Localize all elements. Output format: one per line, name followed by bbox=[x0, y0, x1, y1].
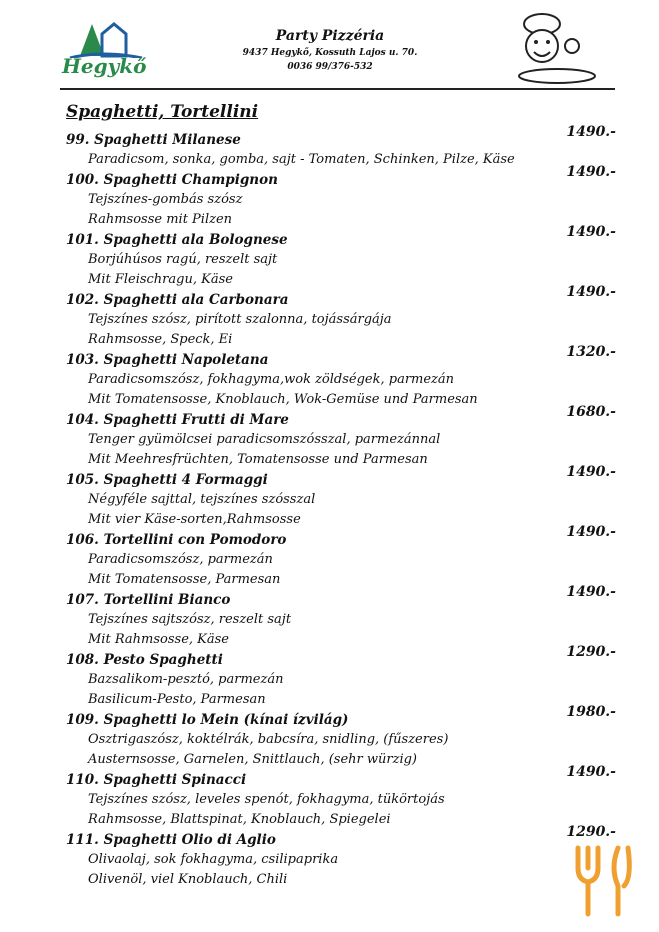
menu-item bbox=[66, 404, 626, 470]
menu-item-price: 1290.- bbox=[566, 644, 616, 660]
menu-item-description: Mit Tomatensosse, Parmesan bbox=[88, 572, 281, 587]
menu-item-price: 1290.- bbox=[566, 824, 616, 840]
menu-item-price: 1490.- bbox=[566, 524, 616, 540]
menu-item-title: 107. Tortellini Bianco bbox=[66, 592, 231, 608]
menu-item-description: Olivaolaj, sok fokhagyma, csilipaprika bbox=[88, 852, 339, 867]
menu-item-price: 1490.- bbox=[566, 464, 616, 480]
menu-item-title: 105. Spaghetti 4 Formaggi bbox=[66, 472, 268, 488]
hegyko-logo bbox=[62, 18, 152, 84]
fork-knife-icon bbox=[570, 838, 640, 920]
menu-item-description: Tejszínes szósz, leveles spenót, fokhagyma, tükörtojás bbox=[88, 792, 445, 807]
header-divider bbox=[60, 88, 615, 90]
menu-item-description: Rahmsosse mit Pilzen bbox=[88, 212, 233, 227]
menu-item-description: Mit Rahmsosse, Käse bbox=[88, 632, 229, 647]
menu-item-description: Négyféle sajttal, tejszínes szósszal bbox=[88, 492, 316, 507]
menu-item-description: Mit vier Käse-sorten,Rahmsosse bbox=[88, 512, 301, 527]
menu-item-description: Mit Tomatensosse, Knoblauch, Wok-Gemüse und Parmesan bbox=[88, 392, 478, 407]
menu-item-price: 1320.- bbox=[566, 344, 616, 360]
chef-icon bbox=[512, 10, 602, 85]
menu-item-title: 99. Spaghetti Milanese bbox=[66, 132, 241, 148]
menu-item bbox=[66, 524, 626, 590]
menu-item-title: 111. Spaghetti Olio di Aglio bbox=[66, 832, 276, 848]
menu-item bbox=[66, 764, 626, 830]
menu-item-description: Rahmsosse, Speck, Ei bbox=[88, 332, 233, 347]
menu-item-title: 108. Pesto Spaghetti bbox=[66, 652, 223, 668]
menu-item-title: 102. Spaghetti ala Carbonara bbox=[66, 292, 289, 308]
menu-item bbox=[66, 824, 626, 890]
menu-item-description: Mit Meehresfrüchten, Tomatensosse und Parmesan bbox=[88, 452, 428, 467]
menu-item-price: 1980.- bbox=[566, 704, 616, 720]
menu-item-title: 100. Spaghetti Champignon bbox=[66, 172, 278, 188]
menu-item-price: 1490.- bbox=[566, 284, 616, 300]
shop-info bbox=[230, 28, 430, 72]
menu-item-description: Osztrigaszósz, koktélrák, babcsíra, snidling, (fűszeres) bbox=[88, 732, 449, 747]
menu-item-description: Rahmsosse, Blattspinat, Knoblauch, Spiegelei bbox=[88, 812, 391, 827]
menu-list bbox=[66, 124, 626, 890]
menu-item-price: 1490.- bbox=[566, 584, 616, 600]
shop-name: Party Pizzéria bbox=[275, 28, 385, 44]
menu-item-title: 104. Spaghetti Frutti di Mare bbox=[66, 412, 289, 428]
menu-item-price: 1490.- bbox=[566, 764, 616, 780]
menu-item-description: Paradicsomszósz, parmezán bbox=[88, 552, 273, 567]
menu-item-title: 109. Spaghetti lo Mein (kínai ízvilág) bbox=[66, 712, 349, 728]
menu-item-price: 1490.- bbox=[566, 124, 616, 140]
menu-item-description: Bazsalikom-pesztó, parmezán bbox=[88, 672, 284, 687]
menu-item-description: Paradicsomszósz, fokhagyma,wok zöldségek, parmezán bbox=[88, 372, 455, 387]
menu-item bbox=[66, 644, 626, 710]
menu-item-price: 1490.- bbox=[566, 224, 616, 240]
menu-item bbox=[66, 704, 626, 770]
menu-item-title: 106. Tortellini con Pomodoro bbox=[66, 532, 287, 548]
menu-item-price: 1490.- bbox=[566, 164, 616, 180]
section-title: Spaghetti, Tortellini bbox=[66, 102, 259, 122]
village-icon bbox=[62, 18, 152, 58]
menu-item-price: 1680.- bbox=[566, 404, 616, 420]
menu-item-description: Tenger gyümölcsei paradicsomszósszal, parmezánnal bbox=[88, 432, 441, 447]
menu-item-title: 110. Spaghetti Spinacci bbox=[66, 772, 247, 788]
logo-text: Hegykő bbox=[62, 54, 147, 78]
menu-header bbox=[0, 0, 659, 92]
menu-item bbox=[66, 584, 626, 650]
menu-item-description: Tejszínes-gombás szósz bbox=[88, 192, 243, 207]
menu-item-description: Tejszínes sajtszósz, reszelt sajt bbox=[88, 612, 292, 627]
menu-item-description: Basilicum-Pesto, Parmesan bbox=[88, 692, 266, 707]
menu-item-title: 101. Spaghetti ala Bolognese bbox=[66, 232, 288, 248]
menu-item-description: Tejszínes szósz, pirított szalonna, tojássárgája bbox=[88, 312, 392, 327]
menu-item bbox=[66, 284, 626, 350]
menu-item bbox=[66, 344, 626, 410]
shop-phone: 0036 99/376-532 bbox=[287, 62, 373, 72]
menu-item bbox=[66, 464, 626, 530]
menu-item-description: Olivenöl, viel Knoblauch, Chili bbox=[88, 872, 288, 887]
menu-item bbox=[66, 124, 626, 170]
menu-item-description: Paradicsom, sonka, gomba, sajt - Tomaten, Schinken, Pilze, Käse bbox=[88, 152, 515, 167]
menu-item bbox=[66, 224, 626, 290]
shop-address: 9437 Hegykő, Kossuth Lajos u. 70. bbox=[242, 48, 418, 58]
menu-item-description: Mit Fleischragu, Käse bbox=[88, 272, 233, 287]
menu-item-description: Borjúhúsos ragú, reszelt sajt bbox=[88, 252, 278, 267]
menu-item-title: 103. Spaghetti Napoletana bbox=[66, 352, 269, 368]
menu-item-description: Austernsosse, Garnelen, Snittlauch, (sehr würzig) bbox=[88, 752, 417, 767]
menu-item bbox=[66, 164, 626, 230]
